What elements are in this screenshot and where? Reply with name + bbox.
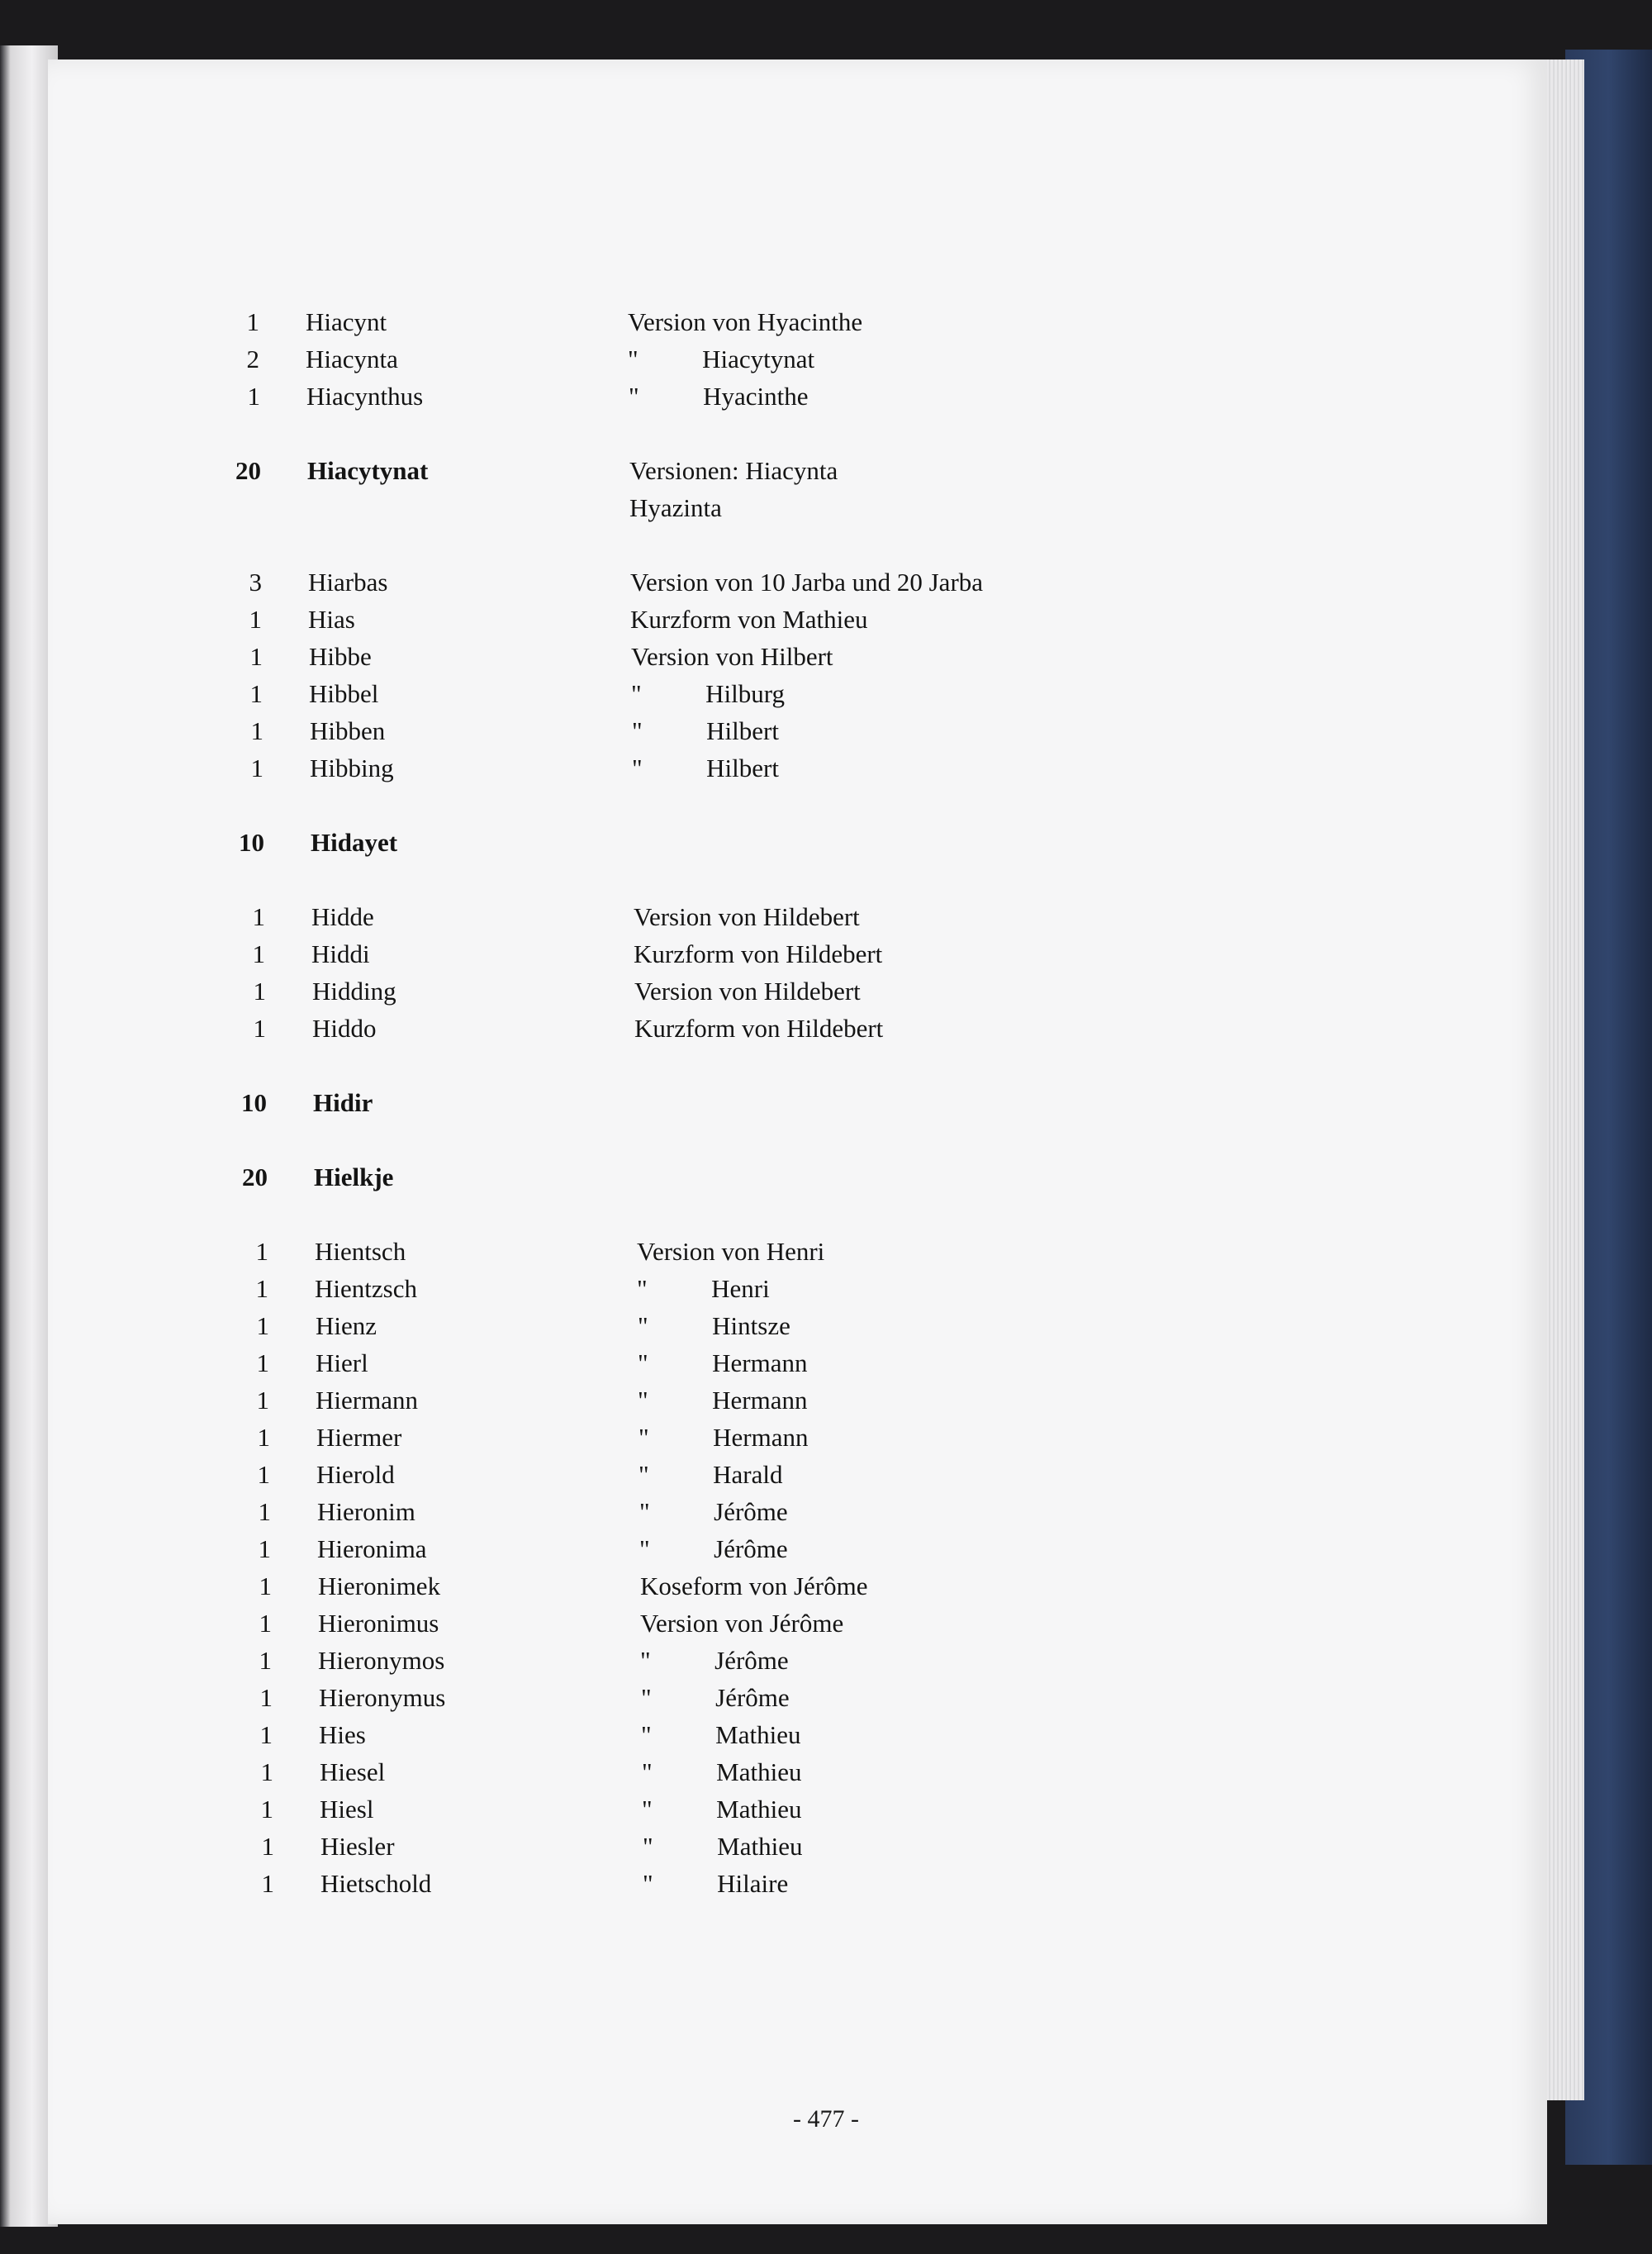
entry-count: 1 [250, 754, 263, 782]
entry-count: 1 [260, 1795, 273, 1824]
entry-description: " Hilbert [632, 754, 779, 782]
entry-name: Hiacynthus [306, 382, 424, 411]
entry-name: Hientsch [315, 1237, 406, 1266]
name-entry [0, 1382, 1652, 1419]
name-entry [0, 713, 1652, 749]
name-entry [0, 1828, 1652, 1865]
entry-name: Hiacynta [306, 345, 398, 373]
entry-description: Version von Hilbert [631, 642, 833, 671]
name-entry [0, 341, 1652, 378]
entry-count: 1 [249, 679, 263, 708]
name-entry [0, 676, 1652, 712]
entry-description: Version von Hildebert [634, 902, 860, 931]
name-entry [0, 1494, 1652, 1530]
entry-count: 1 [258, 1497, 271, 1526]
name-entry [0, 1271, 1652, 1307]
name-entry [0, 1345, 1652, 1381]
entry-name: Hiarbas [308, 568, 388, 597]
entry-name: Hiermann [316, 1386, 418, 1415]
entry-count: 1 [256, 1311, 269, 1340]
name-entry [0, 304, 1652, 340]
entry-description: " Hilaire [643, 1869, 789, 1898]
entry-count: 3 [249, 568, 262, 597]
entry-count: 2 [246, 345, 259, 373]
entry-name: Hiermer [316, 1423, 402, 1452]
name-entry [0, 1605, 1652, 1642]
entry-count: 1 [247, 382, 260, 411]
entry-count: 1 [257, 1423, 270, 1452]
name-entry [0, 1643, 1652, 1679]
entry-name: Hientzsch [315, 1274, 417, 1303]
name-entry [0, 1159, 1652, 1196]
entry-count: 1 [252, 939, 265, 968]
entry-name: Hidayet [311, 828, 398, 857]
entry-description: " Hilburg [631, 679, 786, 708]
entry-name: Hiesl [320, 1795, 374, 1824]
entry-name: Hibbel [309, 679, 379, 708]
name-entry [0, 1680, 1652, 1716]
name-entry [0, 1568, 1652, 1605]
entry-description: Kurzform von Hildebert [634, 1014, 884, 1043]
name-entry [0, 1754, 1652, 1790]
entry-name: Hieronim [317, 1497, 415, 1526]
entry-name: Hibben [310, 716, 386, 745]
entry-name: Hieronimus [318, 1609, 439, 1638]
entry-count: 1 [252, 902, 265, 931]
entry-name: Hietschold [320, 1869, 432, 1898]
entry-count: 1 [258, 1534, 271, 1563]
entry-count: 1 [259, 1720, 273, 1749]
entry-name: Hias [308, 605, 355, 634]
entry-count: 1 [256, 1348, 269, 1377]
entry-description: " Hermann [638, 1423, 809, 1452]
name-entry [0, 1010, 1652, 1047]
entry-name: Hiddo [312, 1014, 377, 1043]
entry-description: " Jérôme [639, 1534, 788, 1563]
entry-description: Koseform von Jérôme [640, 1572, 868, 1600]
entry-name: Hiacynt [306, 307, 387, 336]
name-entry [0, 602, 1652, 638]
entry-description: " Hyacinthe [629, 382, 809, 411]
entry-description: " Jérôme [639, 1497, 788, 1526]
page-number: - 477 - [793, 2105, 859, 2133]
name-entry [0, 1866, 1652, 1902]
entry-description: Kurzform von Mathieu [630, 605, 868, 634]
entry-name: Hielkje [314, 1163, 394, 1191]
entry-count: 10 [239, 828, 264, 857]
entry-description: " Mathieu [641, 1720, 801, 1749]
entry-name: Hibbe [309, 642, 372, 671]
entry-description: " Hermann [638, 1386, 808, 1415]
name-entry [0, 1791, 1652, 1828]
entry-description: " Hiacytynat [628, 345, 815, 373]
entry-description: Hyazinta [629, 493, 722, 522]
entry-name: Hies [319, 1720, 366, 1749]
entry-description: Version von 10 Jarba und 20 Jarba [630, 568, 984, 597]
entry-description: " Mathieu [643, 1832, 803, 1861]
entry-name: Hiesel [320, 1757, 386, 1786]
entry-count: 1 [255, 1274, 268, 1303]
entry-name: Hierold [316, 1460, 395, 1489]
entry-count: 1 [255, 1237, 268, 1266]
entry-name: Hieronima [317, 1534, 427, 1563]
name-entry [0, 825, 1652, 861]
name-entry [0, 750, 1652, 787]
entry-description: Versionen: Hiacynta [629, 456, 838, 485]
entry-count: 1 [246, 307, 259, 336]
name-entry [0, 453, 1652, 489]
name-entry [0, 639, 1652, 675]
entry-description: " Hilbert [632, 716, 779, 745]
entry-name: Hidding [312, 977, 396, 1006]
entry-description: " Hermann [638, 1348, 808, 1377]
entry-count: 1 [250, 716, 263, 745]
entry-count: 1 [261, 1832, 274, 1861]
entry-count: 1 [259, 1572, 272, 1600]
entry-count: 1 [260, 1757, 273, 1786]
entry-description: Kurzform von Hildebert [634, 939, 883, 968]
entry-count: 20 [235, 456, 261, 485]
name-entry [0, 1717, 1652, 1753]
entry-description: " Henri [637, 1274, 770, 1303]
entry-description: Version von Hildebert [634, 977, 861, 1006]
name-entry [0, 973, 1652, 1010]
name-entry [0, 1085, 1652, 1121]
entry-count: 1 [256, 1386, 269, 1415]
name-entry [0, 378, 1652, 415]
entry-name: Hidir [313, 1088, 373, 1117]
entry-description: Version von Hyacinthe [628, 307, 863, 336]
entry-count: 1 [249, 642, 263, 671]
name-entry [0, 1531, 1652, 1567]
entry-description: " Mathieu [642, 1757, 802, 1786]
name-entry [0, 1234, 1652, 1270]
entry-description: " Harald [638, 1460, 783, 1489]
entry-description: " Mathieu [642, 1795, 802, 1824]
entry-name: Hidde [311, 902, 374, 931]
entry-description: " Jérôme [640, 1646, 789, 1675]
entry-name: Hienz [316, 1311, 377, 1340]
entry-count: 1 [257, 1460, 270, 1489]
entry-count: 1 [253, 977, 266, 1006]
entry-count: 1 [259, 1609, 272, 1638]
entry-count: 20 [242, 1163, 268, 1191]
entry-count: 1 [253, 1014, 266, 1043]
name-entry [0, 899, 1652, 935]
entry-name: Hierl [316, 1348, 368, 1377]
entry-name: Hibbing [310, 754, 394, 782]
name-entry [0, 564, 1652, 601]
entry-name: Hieronymus [319, 1683, 446, 1712]
entry-name: Hieronimek [318, 1572, 441, 1600]
entry-name: Hiddi [311, 939, 370, 968]
name-entry [0, 936, 1652, 972]
name-entry [0, 490, 1652, 526]
entry-name: Hiacytynat [307, 456, 429, 485]
entry-count: 1 [261, 1869, 274, 1898]
entry-count: 1 [249, 605, 262, 634]
name-entry [0, 1457, 1652, 1493]
entry-count: 1 [259, 1683, 273, 1712]
entry-description: Version von Henri [637, 1237, 825, 1266]
entry-name: Hieronymos [318, 1646, 445, 1675]
entry-description: " Jérôme [641, 1683, 790, 1712]
entry-name: Hiesler [320, 1832, 395, 1861]
entry-description: " Hintsze [638, 1311, 790, 1340]
entry-description: Version von Jérôme [640, 1609, 844, 1638]
name-entry [0, 1308, 1652, 1344]
name-entry [0, 1419, 1652, 1456]
entry-count: 10 [241, 1088, 267, 1117]
entry-count: 1 [259, 1646, 272, 1675]
